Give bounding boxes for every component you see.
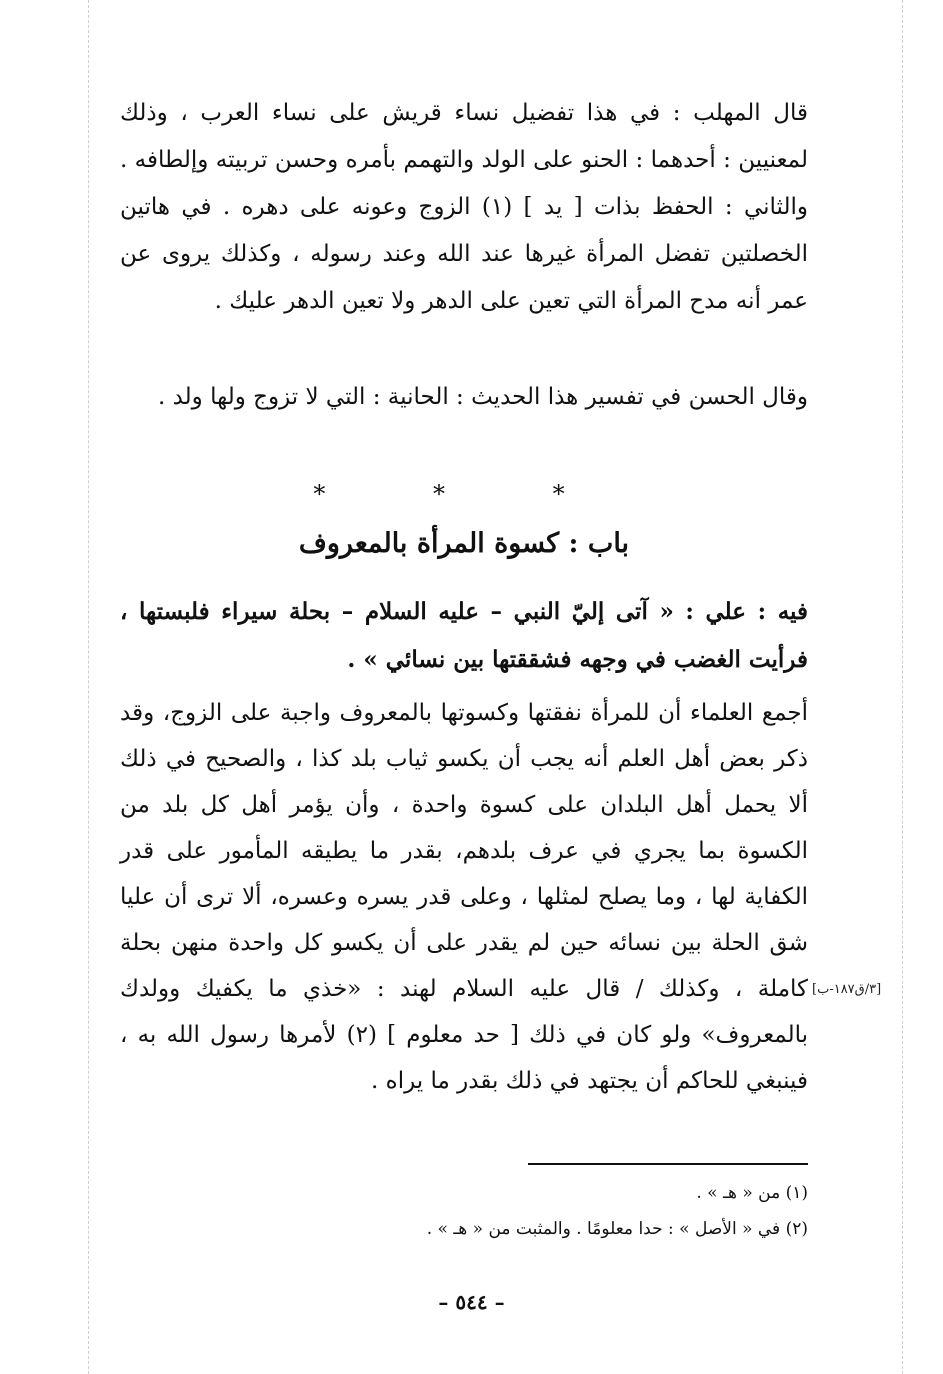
footnote-1: (١) من « هـ » . (696, 1183, 808, 1203)
paragraph-hasan: وقال الحسن في تفسير هذا الحديث : الحانية : التي لا تزوج ولها ولد . (157, 384, 808, 410)
scan-guide-left (88, 0, 89, 1374)
hadith-text: فيه : علي : « آتى إليّ النبي – عليه السلام – بحلة سيراء فلبستها ، فرأيت الغضب في وجهه فشققتها بين نسائي » . (120, 598, 808, 673)
section-separator: * * * (313, 480, 615, 508)
scan-guide-right (902, 0, 903, 1374)
margin-manuscript-ref: [٣/ق١٨٧-ب] (812, 982, 882, 997)
footnote-2: (٢) في « الأصل » : حدا معلومًا . والمثبت من « هـ » . (426, 1219, 808, 1239)
paragraph-muhallab: قال المهلب : في هذا تفضيل نساء قريش على نساء العرب ، وذلك لمعنيين : أحدهما : الحنو على الولد والتهمم بأمره وحسن تربيته وإلطافه . والثاني : الحفظ بذات [ يد ] (١) الزوج وعونه على دهره . في هاتين الخصلتين تفضل المرأة غيرها عند الله وعند رسوله ، وكذلك يروى عن عمر أنه مدح المرأة التي تعين على الدهر ولا تعين الدهر عليك . (120, 100, 808, 314)
chapter-title: باب : كسوة المرأة بالمعروف (298, 528, 630, 559)
page-number: – ٥٤٤ – (438, 1290, 505, 1314)
footnote-rule (528, 1163, 808, 1165)
paragraph-ijma: أجمع العلماء أن للمرأة نفقتها وكسوتها بالمعروف واجبة على الزوج، وقد ذكر بعض أهل العلم أنه يجب أن يكسو ثياب بلد كذا ، والصحيح في ذلك ألا يحمل أهل البلدان على كسوة واحدة ، وأن يؤمر أهل كل بلد من الكسوة بما يجري في عرف بلدهم، بقدر ما يطيقه المأمور على قدر الكفاية لها ، وما يصلح لمثلها ، وعلى قدر يسره وعسره، ألا ترى أن عليا شق الحلة بين نسائه حين لم يقدر على أن يكسو كل واحدة منهن بحلة كاملة ، وكذلك / قال عليه السلام لهند : «خذي ما يكفيك وولدك بالمعروف» ولو كان في ذلك [ حد معلوم ] (٢) لأمرها رسول الله به ، فينبغي للحاكم أن يجتهد في ذلك بقدر ما يراه . (120, 700, 809, 1094)
